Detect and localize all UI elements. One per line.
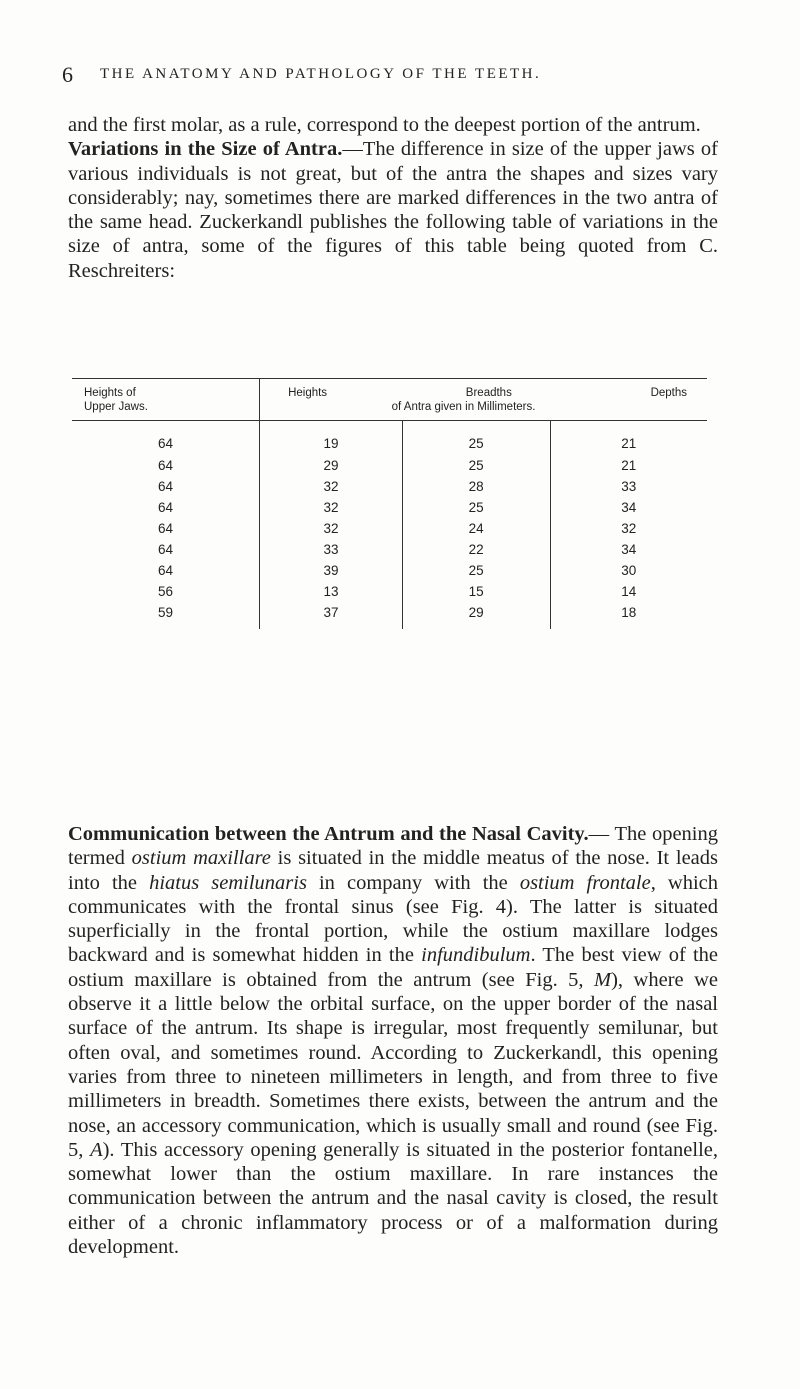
- running-title: THE ANATOMY AND PATHOLOGY OF THE TEETH.: [100, 66, 542, 82]
- table-cell: 25: [402, 455, 550, 476]
- term-ostium-frontale: ostium frontale: [519, 871, 651, 894]
- paragraph-text: . The best view of the ostium maxillare is obtained from the antrum (see Fig. 5,: [68, 944, 718, 991]
- section-heading-communication: Communication between the Antrum and the Nasal Cavity.: [68, 823, 589, 845]
- table-cell: 24: [402, 518, 550, 539]
- table-row: [72, 560, 707, 581]
- section-heading-variations: Variations in the Size of Antra.: [68, 138, 343, 161]
- table-cell: 64: [72, 560, 260, 581]
- term-hiatus-semilunaris: hiatus semilunaris: [149, 871, 307, 894]
- table-cell: 18: [621, 605, 637, 620]
- table-cell: 64: [72, 518, 260, 539]
- table-cell: 64: [72, 421, 260, 456]
- table-cell: 64: [72, 497, 260, 518]
- paragraph-text: ). This accessory opening generally is situated in the posterior fontanelle, somewhat lower than the ostium maxillare. In rare instances the communication between the antrum and the nasal cavity is closed, the result either of a chronic inflammatory process or of a malformation during development.: [68, 1138, 718, 1259]
- table-row: [72, 455, 707, 476]
- table-cell: 14: [621, 584, 637, 599]
- table-row: [72, 539, 707, 560]
- table-cell: 56: [72, 581, 260, 602]
- table-cell: 32: [323, 479, 339, 494]
- paragraph-text: ), where we observe it a little below the orbital surface, on the upper border of the nasal surface of the antrum. Its shape is irregular, most frequently semilunar, but often oval, and sometimes round. According to Zuckerkandl, this opening varies from three to nineteen millimeters in length, and from three to five millimeters in breadth. Sometimes there exists, between the antrum and the nose, an accessory communication, which is usually small and round (see Fig. 5,: [68, 968, 718, 1161]
- table-cell: 64: [72, 476, 260, 497]
- paragraph-text: — The opening termed: [68, 823, 718, 870]
- table-cell: 37: [323, 605, 339, 620]
- table-cell: 32: [621, 521, 637, 536]
- table-cell: 25: [402, 497, 550, 518]
- table-row: [72, 602, 707, 629]
- table-cell: 22: [402, 539, 550, 560]
- table-cell: 29: [323, 458, 339, 473]
- column-header-upper-jaws: [72, 379, 260, 421]
- table-cell: 13: [323, 584, 339, 599]
- paragraph-text: , which communicates with the frontal sinus (see Fig. 4). The latter is situated superficially in the frontal portion, while the ostium maxillare lodges backward and is somewhat hidden in the: [68, 871, 718, 967]
- paragraph-text: is situated in the middle meatus of the nose. It leads into the: [68, 847, 718, 894]
- table-cell: 21: [621, 435, 637, 451]
- table-cell: 34: [621, 500, 637, 515]
- table-cell: 32: [323, 500, 339, 515]
- paragraph-body: —The difference in size of the upper jaws of various individuals is not great, but of the antra the shapes and sizes vary considerably; nay, sometimes there are marked differences in the two antra of the same head. Zuckerkandl publishes the following table of variations in the size of antra, some of the figures of this table being quoted from C. Reschreiters:: [68, 138, 718, 282]
- table-cell: 33: [621, 479, 637, 494]
- table-cell: 25: [402, 421, 550, 456]
- column-header-text: Upper Jaws.: [84, 401, 148, 413]
- column-header-antra: [260, 379, 707, 421]
- table-row: [72, 497, 707, 518]
- figure-label-a: A: [90, 1138, 103, 1161]
- table-cell: 39: [323, 563, 339, 578]
- table-cell: 32: [323, 521, 339, 536]
- table-cell: 25: [402, 560, 550, 581]
- running-header: [62, 60, 722, 90]
- paragraph-text: in company with the: [306, 871, 520, 894]
- table-cell: 64: [72, 539, 260, 560]
- table-row: [72, 476, 707, 497]
- term-infundibulum: infundibulum: [421, 944, 531, 967]
- figure-label-m: M: [594, 968, 612, 991]
- table-cell: 64: [72, 455, 260, 476]
- column-subheader-units: of Antra given in Millimeters.: [391, 401, 536, 413]
- table-row: [72, 421, 707, 456]
- page-number: 6: [62, 62, 73, 87]
- table-cell: 30: [621, 563, 637, 578]
- term-ostium-maxillare: ostium maxillare: [131, 847, 271, 870]
- antra-variations-table: [72, 378, 707, 629]
- table-cell: 34: [621, 542, 637, 557]
- table-header-row: [72, 379, 707, 421]
- column-header-text: Heights of: [84, 387, 136, 399]
- column-header-heights: Heights: [288, 387, 328, 399]
- table-row: [72, 518, 707, 539]
- table-cell: 29: [402, 602, 550, 629]
- table-row: [72, 581, 707, 602]
- table-cell: 59: [72, 602, 260, 629]
- table-cell: 15: [402, 581, 550, 602]
- table-cell: 33: [323, 542, 339, 557]
- paragraph-communication: [68, 822, 718, 1259]
- column-header-depths: Depths: [650, 387, 687, 399]
- table-cell: 19: [323, 435, 339, 451]
- paragraph-variations: [68, 113, 718, 283]
- table-cell: 28: [402, 476, 550, 497]
- paragraph-intro: and the first molar, as a rule, correspond to the deepest portion of the antrum.: [68, 114, 701, 136]
- table-cell: 21: [621, 458, 637, 473]
- column-header-breadths: Breadths: [465, 387, 512, 399]
